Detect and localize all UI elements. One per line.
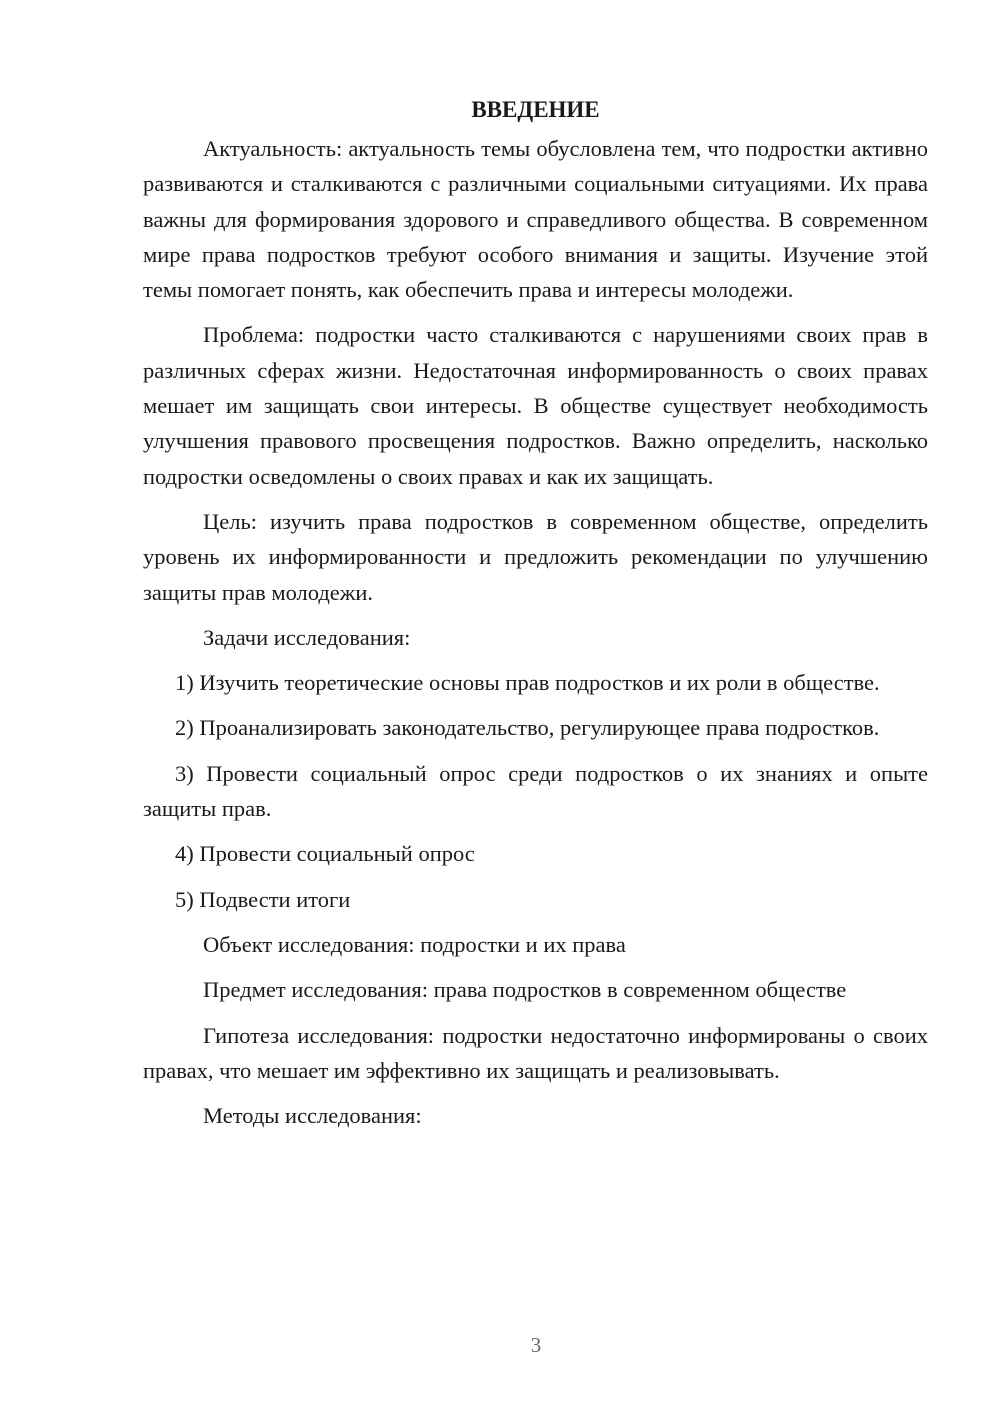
task-item: 3) Провести социальный опрос среди подростков о их знаниях и опыте защиты прав. [143,760,928,822]
task-item: 1) Изучить теоретические основы прав подростков и их роли в обществе. [175,670,880,696]
goal-paragraph: Цель: изучить права подростков в современном обществе, определить уровень их информированности и предложить рекомендации по улучшению защиты прав молодежи. [143,508,928,605]
task-item: 5) Подвести итоги [175,886,351,912]
page-number: 3 [530,1333,542,1357]
hypothesis-paragraph: Гипотеза исследования: подростки недостаточно информированы о своих правах, что мешает им эффективно их защищать и реализовывать. [143,1022,928,1083]
object-paragraph: Объект исследования: подростки и их права [203,931,626,957]
methods-title: Методы исследования: [203,1103,422,1129]
task-item: 4) Провести социальный опрос [175,841,475,867]
tasks-title: Задачи исследования: [203,624,411,650]
relevance-paragraph: Актуальность: актуальность темы обусловлена тем, что подростки активно развиваются и сталкиваются с различными социальными ситуациями. Их права важны для формирования здорового и справедливого общества. В современном мире права подростков требуют особого внимания и защиты. Изучение этой темы помогает понять, как обеспечить права и интересы молодежи. [143,136,928,303]
subject-paragraph: Предмет исследования: права подростков в современном обществе [203,977,847,1003]
tasks-list [143,665,928,917]
task-item: 2) Проанализировать законодательство, регулирующее права подростков. [175,715,880,741]
document-page [143,95,928,1143]
problem-paragraph: Проблема: подростки часто сталкиваются с нарушениями своих прав в различных сферах жизни. Недостаточная информированность о своих правах мешает им защищать свои интересы. В обществе существует необходимость улучшения правового просвещения подростков. Важно определить, насколько подростки осведомлены о своих правах и как их защищать. [143,322,928,489]
section-heading: ВВЕДЕНИЕ [471,97,600,122]
